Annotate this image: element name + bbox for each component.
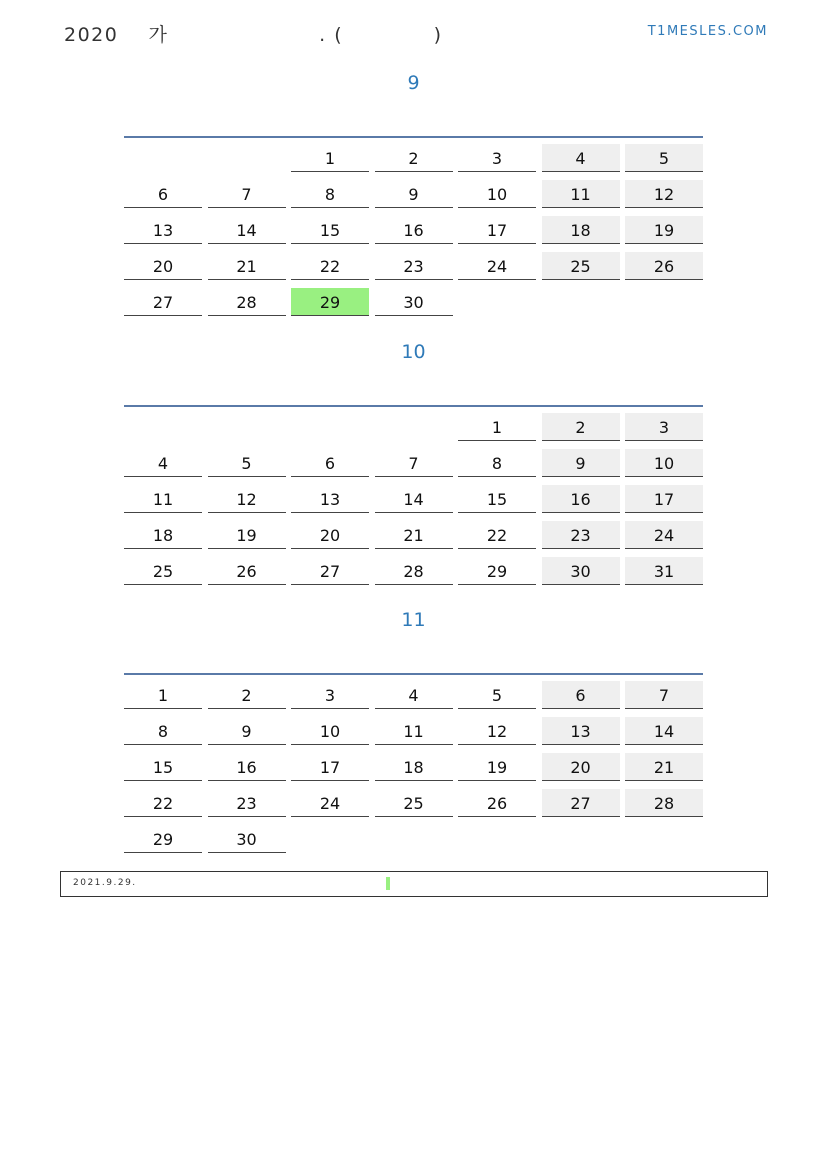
- day-cell[interactable]: 23: [208, 789, 286, 817]
- day-cell[interactable]: 3: [458, 144, 536, 172]
- site-link[interactable]: T1MESLES.COM: [647, 24, 768, 39]
- day-cell[interactable]: 8: [291, 180, 369, 208]
- day-cell[interactable]: 12: [208, 485, 286, 513]
- day-cell[interactable]: 15: [458, 485, 536, 513]
- month-calendar-september: [124, 70, 703, 322]
- day-cell[interactable]: 9: [542, 449, 620, 477]
- day-cell[interactable]: 11: [124, 485, 202, 513]
- day-cell[interactable]: 11: [542, 180, 620, 208]
- day-cell[interactable]: 20: [542, 753, 620, 781]
- day-cell[interactable]: 3: [625, 413, 703, 441]
- day-cell[interactable]: 21: [375, 521, 453, 549]
- month-divider: [124, 405, 703, 407]
- day-cell[interactable]: 7: [208, 180, 286, 208]
- day-cell[interactable]: 17: [625, 485, 703, 513]
- day-cell[interactable]: 11: [375, 717, 453, 745]
- day-cell[interactable]: 28: [375, 557, 453, 585]
- day-cell[interactable]: 28: [625, 789, 703, 817]
- day-cell[interactable]: 13: [124, 216, 202, 244]
- day-cell[interactable]: 25: [542, 252, 620, 280]
- day-cell[interactable]: 24: [458, 252, 536, 280]
- day-cell[interactable]: 6: [542, 681, 620, 709]
- day-cell[interactable]: 14: [375, 485, 453, 513]
- day-cell[interactable]: 16: [375, 216, 453, 244]
- day-cell[interactable]: 22: [458, 521, 536, 549]
- day-cell[interactable]: 1: [458, 413, 536, 441]
- month-title: 11: [401, 609, 426, 631]
- day-cell[interactable]: 12: [458, 717, 536, 745]
- day-cell-today[interactable]: 29: [291, 288, 369, 316]
- day-cell[interactable]: 19: [458, 753, 536, 781]
- day-cell[interactable]: 9: [375, 180, 453, 208]
- day-cell[interactable]: 5: [208, 449, 286, 477]
- day-cell[interactable]: 7: [375, 449, 453, 477]
- day-cell[interactable]: 2: [375, 144, 453, 172]
- progress-marker: [386, 877, 390, 890]
- day-cell[interactable]: 22: [124, 789, 202, 817]
- day-cell[interactable]: 15: [124, 753, 202, 781]
- day-cell[interactable]: 24: [625, 521, 703, 549]
- day-cell[interactable]: 3: [291, 681, 369, 709]
- footer-date: 2021.9.29.: [73, 878, 137, 888]
- day-cell[interactable]: 16: [542, 485, 620, 513]
- day-cell[interactable]: 14: [208, 216, 286, 244]
- day-cell[interactable]: 7: [625, 681, 703, 709]
- day-cell[interactable]: 18: [542, 216, 620, 244]
- day-cell[interactable]: 30: [542, 557, 620, 585]
- day-cell[interactable]: 4: [124, 449, 202, 477]
- day-cell[interactable]: 27: [124, 288, 202, 316]
- day-cell[interactable]: 27: [291, 557, 369, 585]
- day-cell[interactable]: 21: [625, 753, 703, 781]
- month-divider: [124, 673, 703, 675]
- day-cell[interactable]: 2: [542, 413, 620, 441]
- day-cell[interactable]: 23: [542, 521, 620, 549]
- month-title: 10: [401, 341, 426, 363]
- day-cell[interactable]: 5: [458, 681, 536, 709]
- day-cell[interactable]: 22: [291, 252, 369, 280]
- day-cell[interactable]: 13: [542, 717, 620, 745]
- day-cell[interactable]: 1: [291, 144, 369, 172]
- day-cell[interactable]: 21: [208, 252, 286, 280]
- day-cell[interactable]: 20: [124, 252, 202, 280]
- day-cell[interactable]: 6: [124, 180, 202, 208]
- day-cell[interactable]: 16: [208, 753, 286, 781]
- day-cell[interactable]: 29: [458, 557, 536, 585]
- day-cell[interactable]: 31: [625, 557, 703, 585]
- day-cell[interactable]: 12: [625, 180, 703, 208]
- day-cell[interactable]: 25: [124, 557, 202, 585]
- day-cell[interactable]: 19: [625, 216, 703, 244]
- day-cell[interactable]: 9: [208, 717, 286, 745]
- day-cell[interactable]: 18: [375, 753, 453, 781]
- day-cell[interactable]: 5: [625, 144, 703, 172]
- day-cell[interactable]: 27: [542, 789, 620, 817]
- month-divider: [124, 136, 703, 138]
- day-cell[interactable]: 24: [291, 789, 369, 817]
- month-calendar-october: [124, 339, 703, 591]
- day-cell[interactable]: 6: [291, 449, 369, 477]
- day-cell[interactable]: 4: [375, 681, 453, 709]
- day-cell[interactable]: 8: [458, 449, 536, 477]
- day-cell[interactable]: 30: [375, 288, 453, 316]
- day-cell[interactable]: 30: [208, 825, 286, 853]
- day-cell[interactable]: 20: [291, 521, 369, 549]
- day-cell[interactable]: 29: [124, 825, 202, 853]
- month-title: 9: [407, 72, 420, 94]
- day-cell[interactable]: 26: [625, 252, 703, 280]
- day-cell[interactable]: 23: [375, 252, 453, 280]
- day-cell[interactable]: 19: [208, 521, 286, 549]
- day-cell[interactable]: 26: [208, 557, 286, 585]
- day-cell[interactable]: 1: [124, 681, 202, 709]
- day-cell[interactable]: 10: [291, 717, 369, 745]
- page-header: [64, 20, 768, 46]
- page-title: 2020 가 . ( ): [64, 24, 443, 46]
- day-cell[interactable]: 25: [375, 789, 453, 817]
- month-calendar-november: [124, 607, 703, 859]
- day-cell[interactable]: 18: [124, 521, 202, 549]
- day-cell[interactable]: 14: [625, 717, 703, 745]
- day-cell[interactable]: 13: [291, 485, 369, 513]
- day-cell[interactable]: 15: [291, 216, 369, 244]
- day-cell[interactable]: 28: [208, 288, 286, 316]
- day-cell[interactable]: 10: [458, 180, 536, 208]
- day-cell[interactable]: 10: [625, 449, 703, 477]
- day-cell[interactable]: 2: [208, 681, 286, 709]
- day-cell[interactable]: 17: [291, 753, 369, 781]
- day-cell[interactable]: 8: [124, 717, 202, 745]
- day-cell[interactable]: 17: [458, 216, 536, 244]
- footer-box: [60, 871, 768, 897]
- day-cell[interactable]: 4: [542, 144, 620, 172]
- day-cell[interactable]: 26: [458, 789, 536, 817]
